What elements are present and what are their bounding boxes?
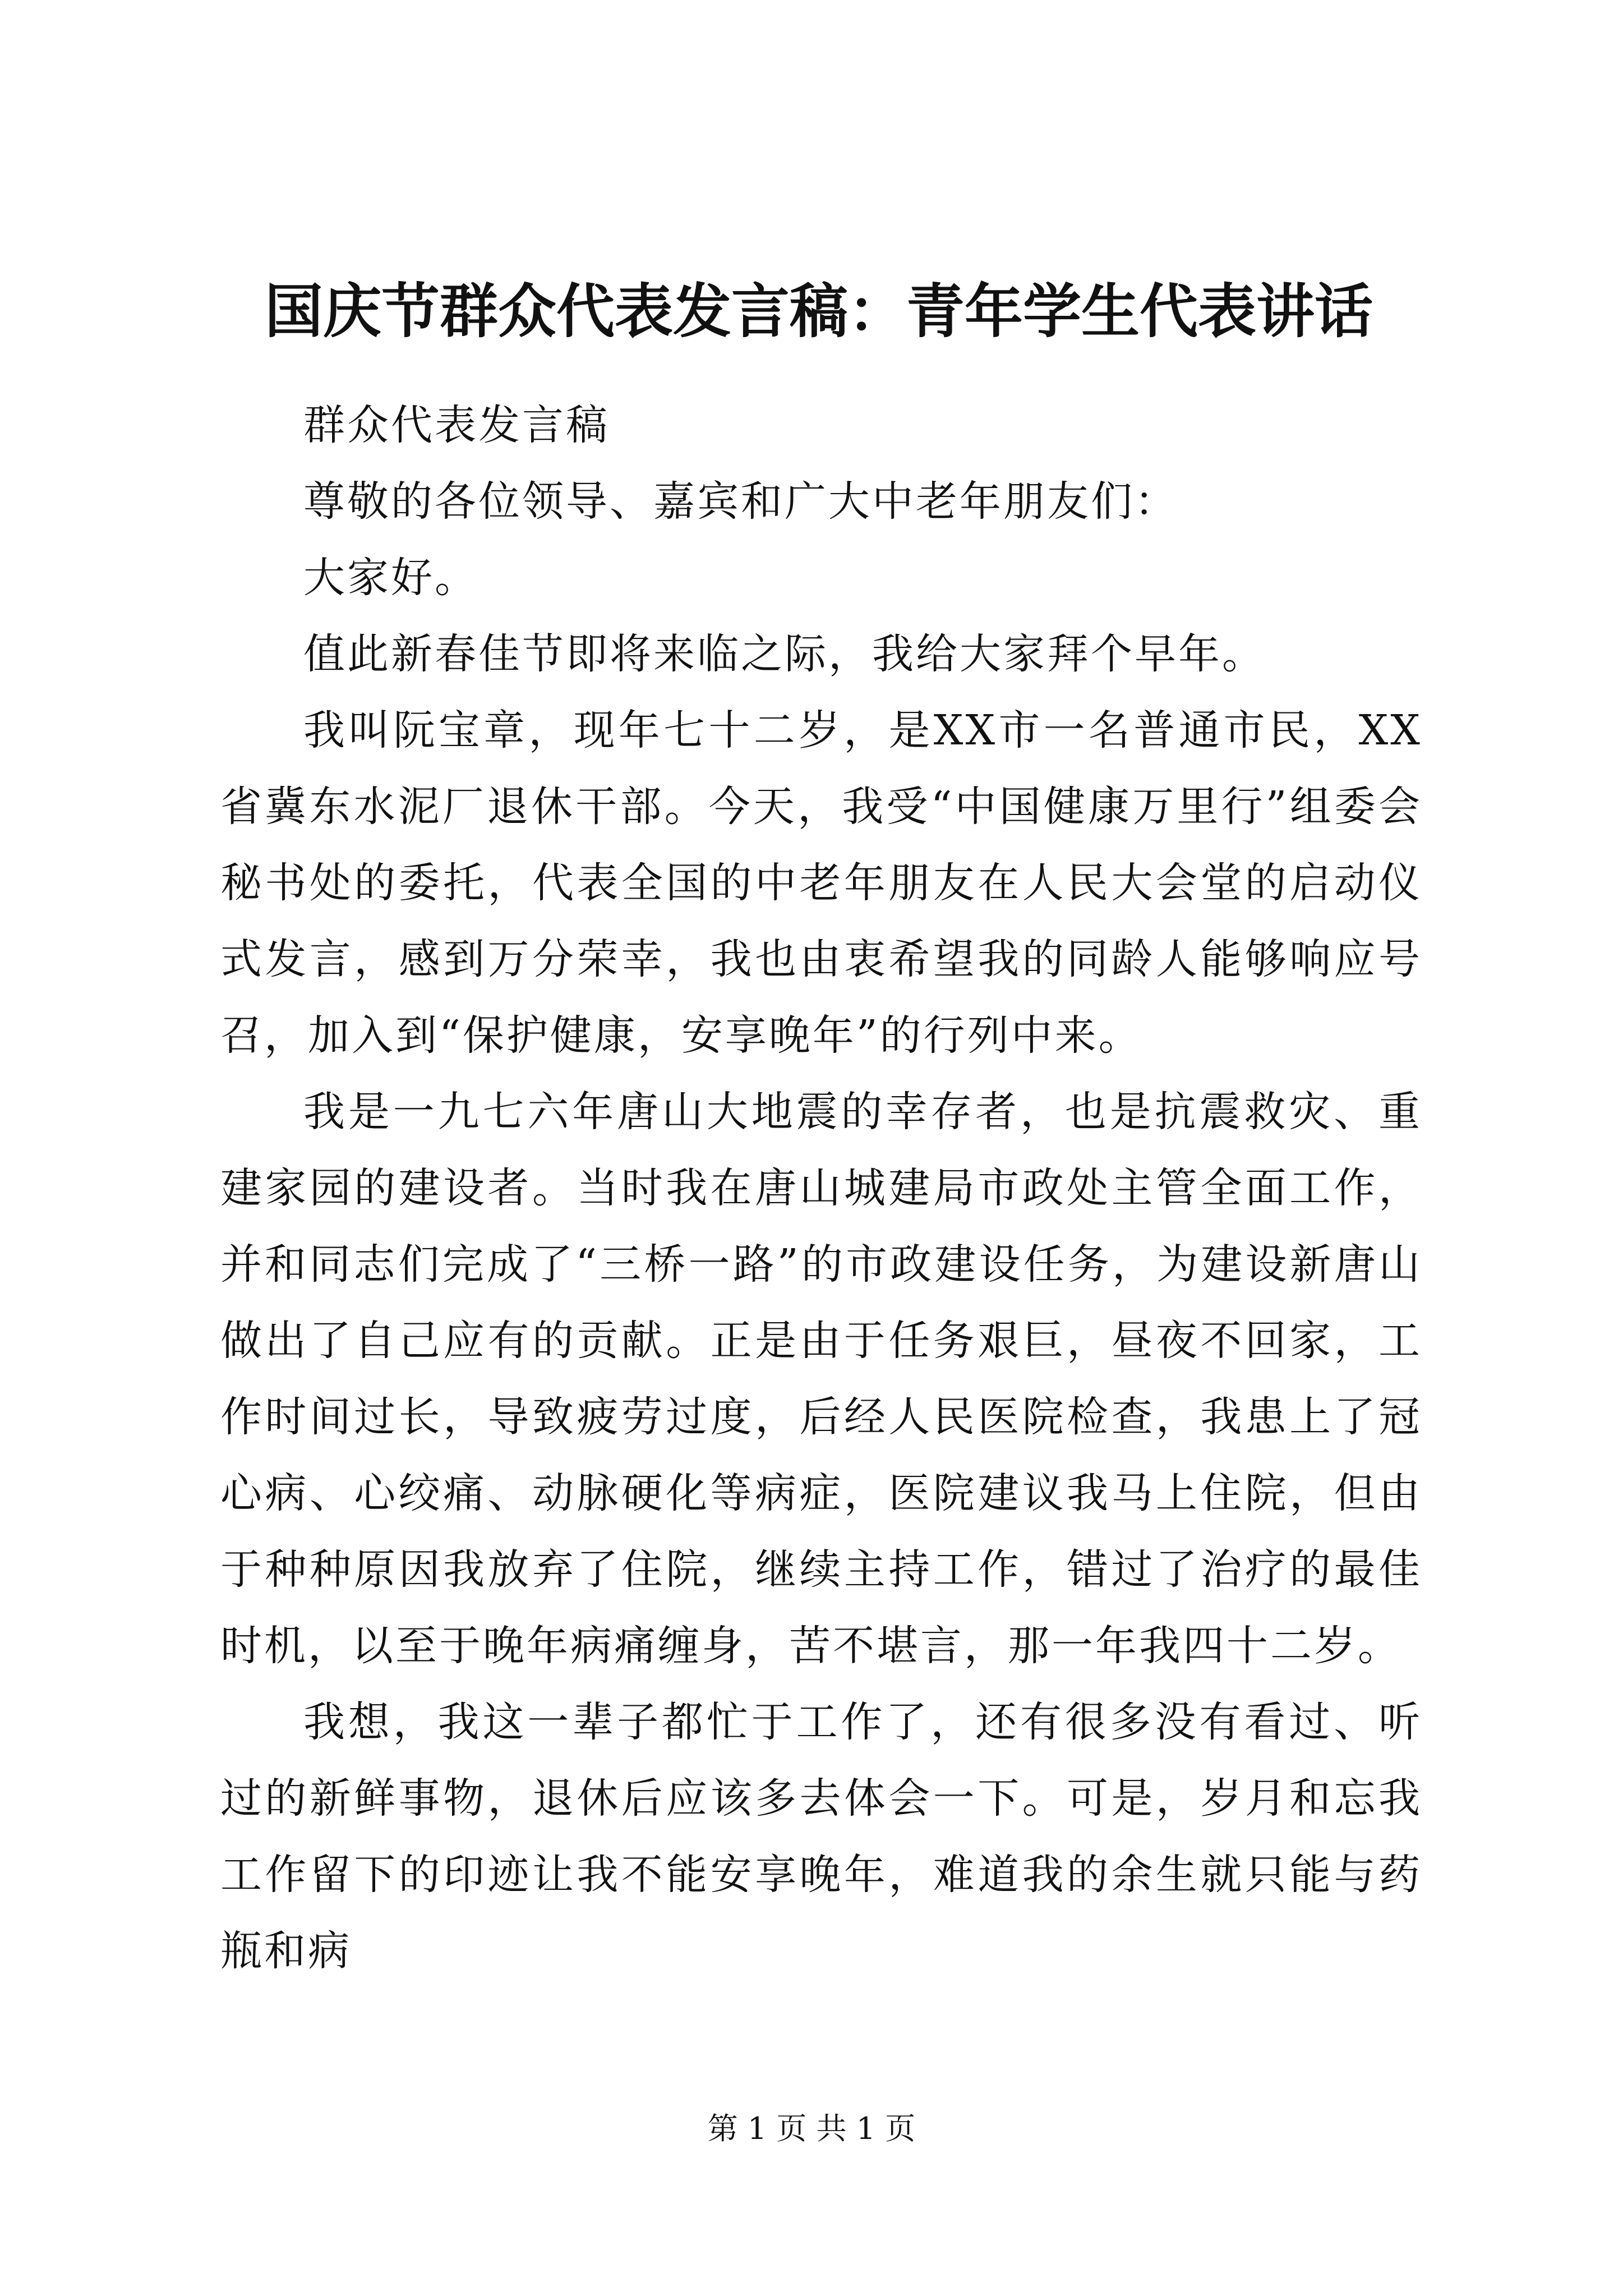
paragraph-subtitle: 群众代表发言稿	[303, 401, 610, 449]
paragraph-greeting: 大家好。	[303, 554, 478, 602]
document-body	[220, 387, 1422, 1989]
paragraph-introduction: 我叫阮宝章，现年七十二岁，是XX市一名普通市民，XX省冀东水泥厂退休干部。今天，我受“中国健康万里行”组委会秘书处的委托，代表全国的中老年朋友在人民大会堂的启动仪式发言，感到万分荣幸，我也由衷希望我的同龄人能够响应号召，加入到“保护健康，安享晚年”的行列中来。	[220, 706, 1422, 1060]
paragraph-earthquake: 我是一九七六年唐山大地震的幸存者，也是抗震救灾、重建家园的建设者。当时我在唐山城建局市政处主管全面工作，并和同志们完成了“三桥一路”的市政建设任务，为建设新唐山做出了自己应有的贡献。正是由于任务艰巨，昼夜不回家，工作时间过长，导致疲劳过度，后经人民医院检查，我患上了冠心病、心绞痛、动脉硬化等病症，医院建议我马上住院，但由于种种原因我放弃了住院，继续主持工作，错过了治疗的最佳时机，以至于晚年病痛缠身，苦不堪言，那一年我四十二岁。	[220, 1088, 1422, 1670]
paragraph-salutation: 尊敬的各位领导、嘉宾和广大中老年朋友们：	[303, 477, 1178, 526]
paragraph-new-year: 值此新春佳节即将来临之际，我给大家拜个早年。	[303, 630, 1266, 678]
paragraph-retirement: 我想，我这一辈子都忙于工作了，还有很多没有看过、听过的新鲜事物，退休后应该多去体会一下。可是，岁月和忘我工作留下的印迹让我不能安享晚年，难道我的余生就只能与药瓶和病	[220, 1698, 1422, 1975]
page-footer: 第 1 页 共 1 页	[707, 2111, 916, 2146]
document-title: 国庆节群众代表发言稿：青年学生代表讲话	[264, 277, 1373, 346]
